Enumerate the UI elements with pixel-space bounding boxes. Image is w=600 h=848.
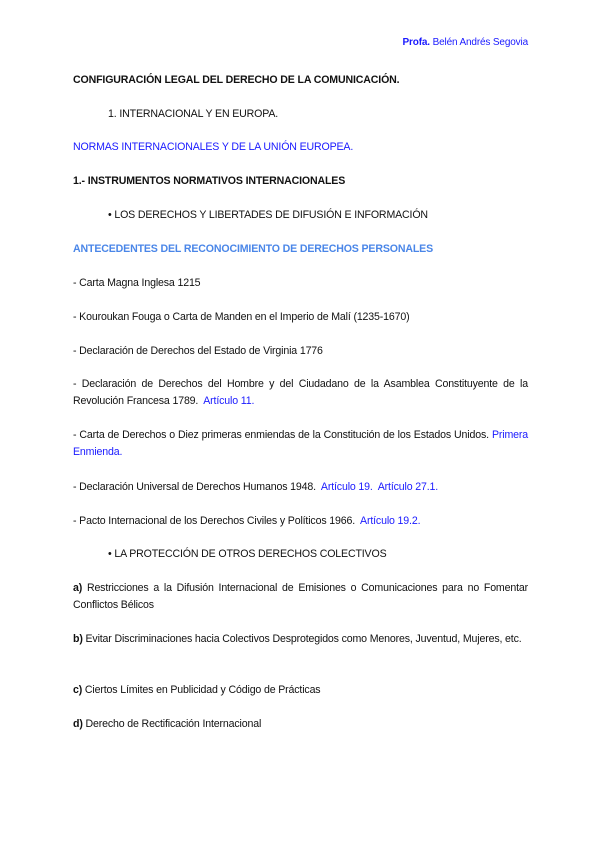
list-item: - Carta Magna Inglesa 1215 [73, 277, 201, 289]
list-item [73, 513, 528, 530]
bullet-heading: • LA PROTECCIÓN DE OTROS DERECHOS COLECTIVOS [108, 548, 387, 560]
lettered-item [73, 580, 528, 614]
item-letter: d) [73, 718, 83, 730]
item-text: - Pacto Internacional de los Derechos Civiles y Políticos 1966. [73, 515, 356, 527]
lettered-item [73, 716, 528, 733]
item-text: - Carta de Derechos o Diez primeras enmiendas de la Constitución de los Estados Unidos. [73, 429, 489, 441]
section-heading: 1. INTERNACIONAL Y EN EUROPA. [108, 108, 279, 120]
article-ref: Primera Enmienda. [73, 429, 528, 458]
normas-heading: NORMAS INTERNACIONALES Y DE LA UNIÓN EUROPEA. [73, 141, 354, 153]
article-ref: Artículo 19.2. [360, 515, 421, 527]
antecedentes-heading: ANTECEDENTES DEL RECONOCIMIENTO DE DERECHOS PERSONALES [73, 243, 433, 255]
bullet-heading: • LOS DERECHOS Y LIBERTADES DE DIFUSIÓN E INFORMACIÓN [108, 209, 428, 221]
article-ref: Artículo 27.1. [377, 481, 439, 493]
lettered-item [73, 682, 528, 699]
item-text: Restricciones a la Difusión Internacional de Emisiones o Comunicaciones para no Fomentar Conflictos Bélicos [73, 582, 529, 611]
item-text: Evitar Discriminaciones hacia Colectivos Desprotegidos como Menores, Juventud, Mujeres, etc. [85, 633, 522, 645]
list-item [73, 479, 528, 496]
instrumentos-heading: 1.- INSTRUMENTOS NORMATIVOS INTERNACIONALES [73, 175, 346, 187]
item-letter: a) [73, 582, 83, 594]
article-ref: Artículo 11. [203, 395, 255, 407]
document-title: CONFIGURACIÓN LEGAL DEL DERECHO DE LA COMUNICACIÓN. [73, 74, 400, 86]
list-item: - Kouroukan Fouga o Carta de Manden en el Imperio de Malí (1235-1670) [73, 311, 410, 323]
item-letter: b) [73, 633, 83, 645]
author-header [403, 37, 529, 48]
author-name: Belén Andrés Segovia [432, 37, 528, 48]
list-item: - Declaración de Derechos del Estado de Virginia 1776 [73, 345, 323, 357]
item-text: - Declaración Universal de Derechos Humanos 1948. [73, 481, 316, 493]
item-text: Ciertos Límites en Publicidad y Código de Prácticas [84, 684, 321, 696]
list-item [73, 427, 528, 461]
lettered-item [73, 631, 528, 648]
article-ref: Artículo 19. [320, 481, 373, 493]
list-item [73, 376, 528, 410]
author-prefix: Profa. [402, 37, 430, 48]
item-text: Derecho de Rectificación Internacional [85, 718, 262, 730]
item-letter: c) [73, 684, 83, 696]
item-text: - Declaración de Derechos del Hombre y del Ciudadano de la Asamblea Constituyente de la Revolución Francesa 1789. [73, 378, 528, 407]
